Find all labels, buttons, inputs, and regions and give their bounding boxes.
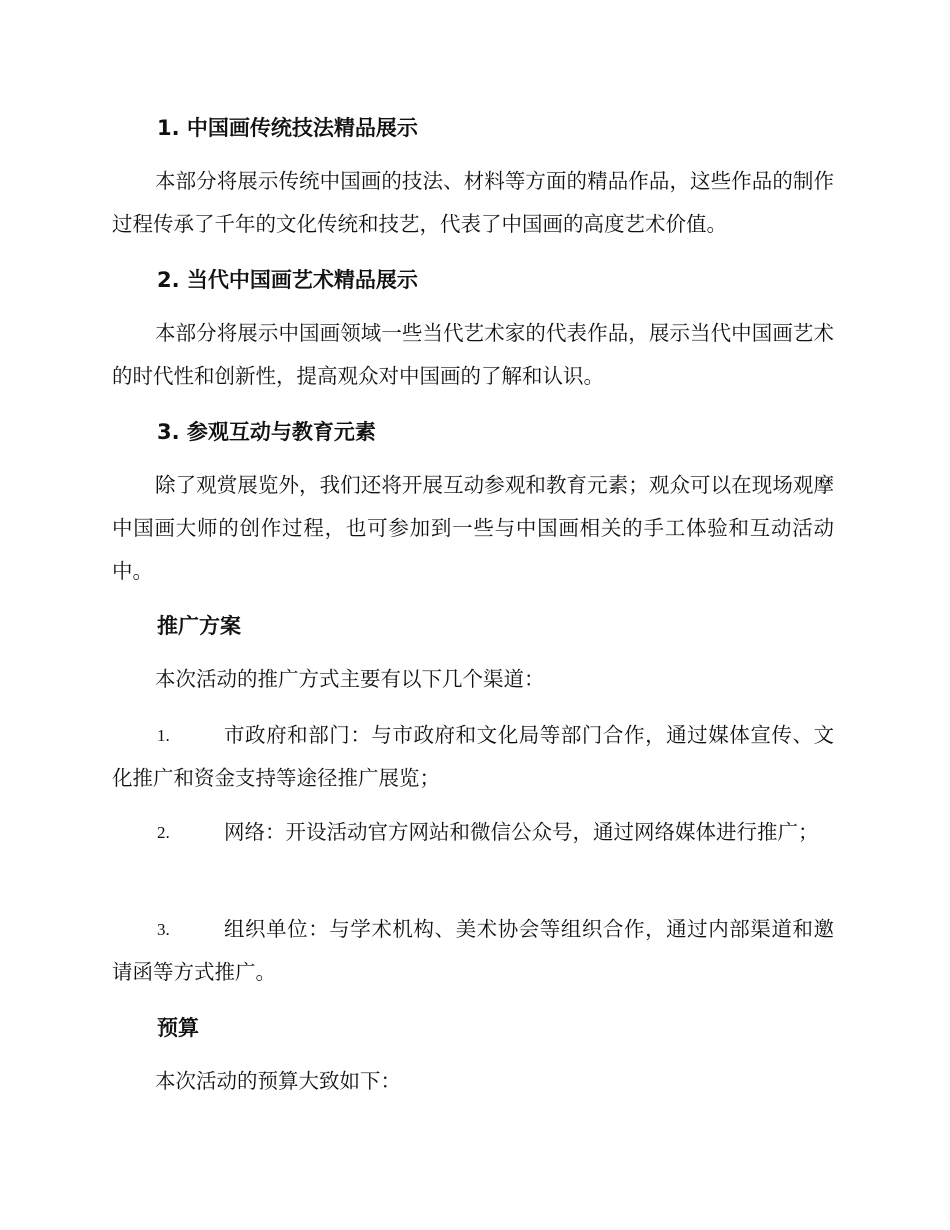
- budget-intro: [112, 1060, 834, 1103]
- list-text: 市政府和部门：与市政府和文化局等部门合作，通过媒体宣传、文化推广和资金支持等途径推广展览；: [112, 723, 834, 790]
- section-paragraph-3: [112, 464, 834, 593]
- list-text: 网络：开设活动官方网站和微信公众号，通过网络媒体进行推广；: [224, 820, 819, 844]
- list-item: [112, 908, 834, 994]
- list-text: 组织单位：与学术机构、美术协会等组织合作，通过内部渠道和邀请函等方式推广。: [112, 917, 834, 984]
- list-number: 2.: [157, 823, 170, 842]
- paragraph-text: 本次活动的预算大致如下：: [155, 1069, 401, 1093]
- promotion-intro: [112, 658, 834, 701]
- list-number: 3.: [157, 920, 170, 939]
- list-item: [112, 811, 834, 854]
- section-heading-1: 1. 中国画传统技法精品展示: [157, 116, 418, 140]
- paragraph-text: 本次活动的推广方式主要有以下几个渠道：: [155, 667, 545, 691]
- list-item: [112, 714, 834, 800]
- section-paragraph-1: [112, 160, 834, 246]
- paragraph-text: 除了观赏展览外，我们还将开展互动参观和教育元素；观众可以在现场观摩中国画大师的创作过程，也可参加到一些与中国画相关的手工体验和互动活动中。: [112, 473, 834, 583]
- paragraph-text: 本部分将展示中国画领域一些当代艺术家的代表作品，展示当代中国画艺术的时代性和创新性，提高观众对中国画的了解和认识。: [112, 321, 834, 388]
- list-number: 1.: [157, 726, 170, 745]
- section-heading-2: 2. 当代中国画艺术精品展示: [157, 268, 418, 292]
- section-heading-3: 3. 参观互动与教育元素: [157, 420, 376, 444]
- section-paragraph-2: [112, 312, 834, 398]
- paragraph-text: 本部分将展示传统中国画的技法、材料等方面的精品作品，这些作品的制作过程传承了千年的文化传统和技艺，代表了中国画的高度艺术价值。: [112, 169, 834, 236]
- promotion-heading: 推广方案: [157, 614, 241, 638]
- budget-heading: 预算: [157, 1016, 199, 1040]
